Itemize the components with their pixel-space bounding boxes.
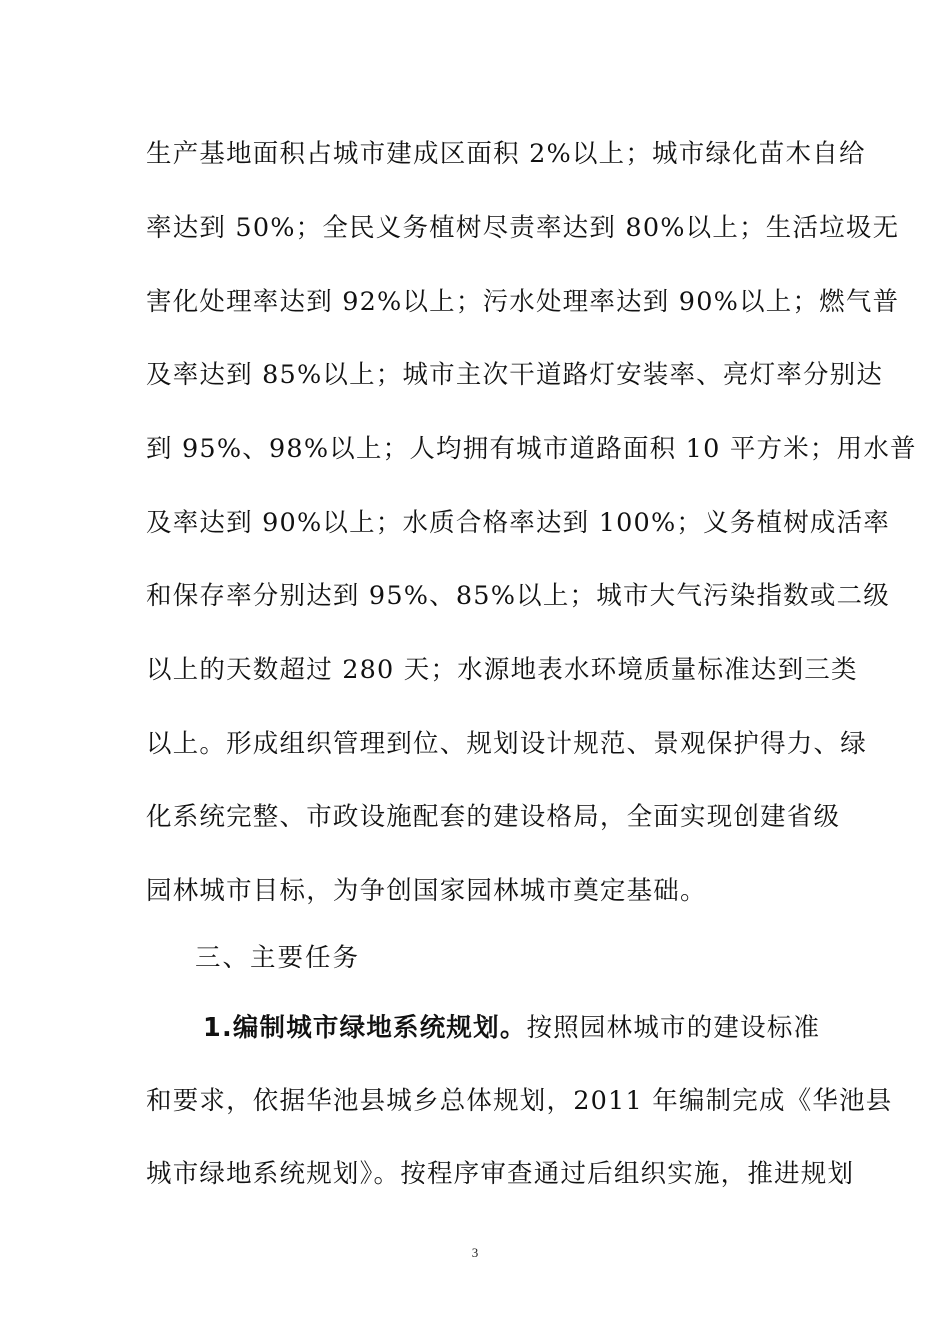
paragraph-line: 和要求，依据华池县城乡总体规划，2011 年编制完成《华池县 (146, 1086, 893, 1116)
paragraph-line: 园林城市目标，为争创国家园林城市奠定基础。 (146, 876, 707, 906)
section-heading: 三、主要任务 (195, 943, 361, 973)
paragraph-line: 率达到 50%；全民义务植树尽责率达到 80%以上；生活垃圾无 (146, 213, 900, 243)
paragraph-line: 到 95%、98%以上；人均拥有城市道路面积 10 平方米；用水普 (146, 434, 917, 464)
item-1-first-line (203, 1010, 821, 1046)
paragraph-line: 以上的天数超过 280 天；水源地表水环境质量标准达到三类 (146, 655, 858, 685)
item-1-title: 1.编制城市绿地系统规划。 (203, 1013, 527, 1043)
paragraph-line: 害化处理率达到 92%以上；污水处理率达到 90%以上；燃气普 (146, 287, 900, 317)
paragraph-line: 和保存率分别达到 95%、85%以上；城市大气污染指数或二级 (146, 581, 890, 611)
page-number: 3 (471, 1245, 479, 1260)
paragraph-line: 及率达到 90%以上；水质合格率达到 100%；义务植树成活率 (146, 508, 890, 538)
item-1-first-line-text: 按照园林城市的建设标准 (526, 1013, 821, 1043)
paragraph-line: 以上。形成组织管理到位、规划设计规范、景观保护得力、绿 (146, 729, 867, 759)
paragraph-line: 城市绿地系统规划》。按程序审查通过后组织实施，推进规划 (146, 1159, 855, 1189)
paragraph-line: 化系统完整、市政设施配套的建设格局，全面实现创建省级 (146, 802, 841, 832)
paragraph-line: 生产基地面积占城市建成区面积 2%以上；城市绿化苗木自给 (146, 139, 866, 169)
paragraph-line: 及率达到 85%以上；城市主次干道路灯安装率、亮灯率分别达 (146, 360, 884, 390)
